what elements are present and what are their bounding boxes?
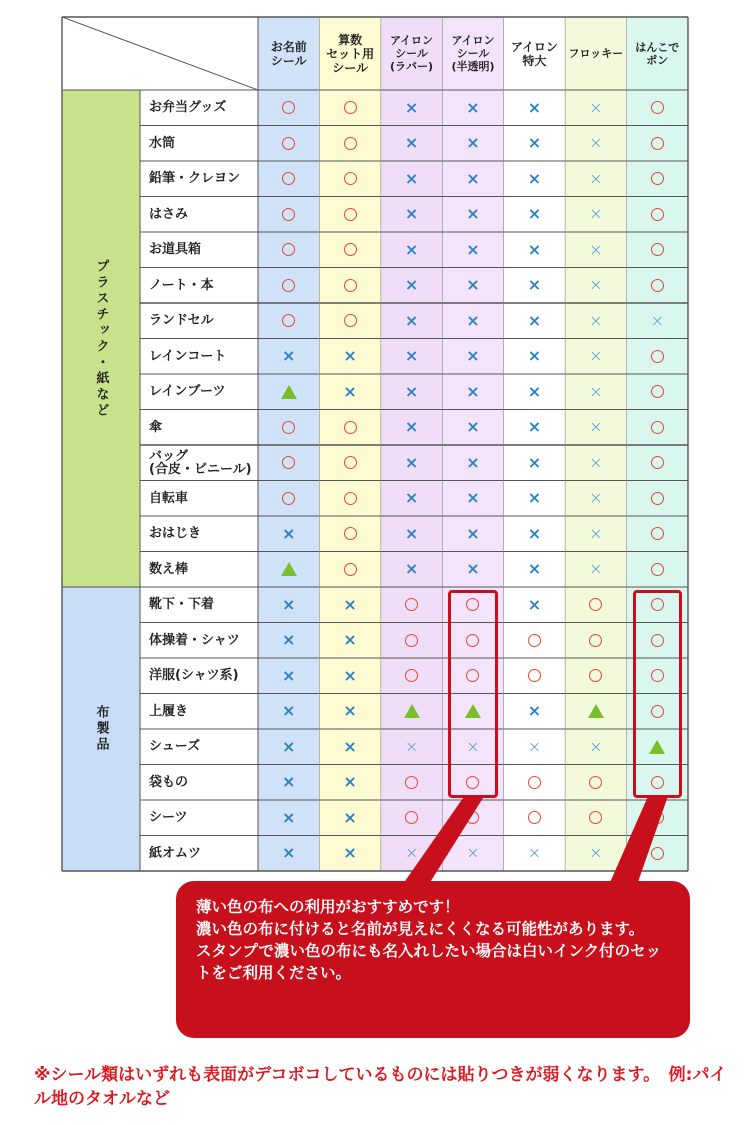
cross-mark: ×	[527, 594, 542, 614]
row-label: 水筒	[140, 126, 258, 162]
category-label: 布製品	[93, 705, 109, 753]
column-header: アイロン シール (半透明)	[451, 34, 495, 73]
cross-mark: ×	[466, 239, 480, 259]
cross-thin-mark: ×	[466, 843, 480, 863]
cross-mark: ×	[527, 275, 542, 295]
row-label: 洋服(シャツ系)	[140, 658, 258, 694]
row-label: 紙オムツ	[140, 836, 258, 872]
cross-thin-mark: ×	[589, 843, 603, 863]
cross-mark: ×	[282, 807, 296, 827]
cross-thin-mark: ×	[650, 310, 664, 330]
cross-mark: ×	[282, 772, 296, 792]
cross-mark: ×	[282, 665, 296, 685]
cross-mark: ×	[282, 701, 296, 721]
cross-mark: ×	[466, 417, 480, 437]
cross-mark: ×	[404, 133, 419, 153]
cross-mark: ×	[343, 594, 357, 614]
cross-mark: ×	[343, 736, 357, 756]
column-header: 算数 セット用 シール	[326, 32, 375, 75]
cross-mark: ×	[466, 488, 480, 508]
cross-thin-mark: ×	[589, 559, 603, 579]
column-header: アイロン 特大	[510, 39, 558, 68]
row-label: 靴下・下着	[140, 587, 258, 623]
cross-mark: ×	[404, 346, 419, 366]
cross-mark: ×	[282, 736, 296, 756]
cross-mark: ×	[466, 275, 480, 295]
cross-thin-mark: ×	[466, 736, 480, 756]
cross-thin-mark: ×	[589, 488, 603, 508]
row-label: 上履き	[140, 694, 258, 730]
cross-mark: ×	[466, 452, 480, 472]
cross-thin-mark: ×	[589, 417, 603, 437]
cross-mark: ×	[527, 204, 542, 224]
footer-text: ※シール類はいずれも表面がデコボコしているものには貼りつきが弱くなります。 例:パイル地のタオルなど	[34, 1065, 727, 1109]
row-label: シューズ	[140, 729, 258, 765]
row-label: おはじき	[140, 516, 258, 552]
cross-mark: ×	[343, 843, 357, 863]
row-label: シーツ	[140, 800, 258, 836]
cross-thin-mark: ×	[404, 736, 419, 756]
column-header: アイロン シール (ラバー)	[390, 34, 434, 73]
column-header: フロッキー	[568, 47, 624, 60]
cross-mark: ×	[527, 488, 542, 508]
cross-mark: ×	[466, 559, 480, 579]
row-label: 袋もの	[140, 765, 258, 801]
cross-mark: ×	[466, 310, 480, 330]
row-label: 自転車	[140, 481, 258, 517]
cross-mark: ×	[527, 452, 542, 472]
cross-mark: ×	[343, 381, 357, 401]
cross-mark: ×	[527, 559, 542, 579]
note-line-3: スタンプで濃い色の布にも名入れしたい場合は白いインク付のセットをご利用ください。	[196, 942, 662, 982]
cross-thin-mark: ×	[589, 452, 603, 472]
cross-mark: ×	[282, 843, 296, 863]
cross-thin-mark: ×	[589, 310, 603, 330]
cross-mark: ×	[527, 381, 542, 401]
cross-mark: ×	[404, 523, 419, 543]
cross-mark: ×	[404, 97, 419, 117]
row-label: はさみ	[140, 197, 258, 233]
cross-mark: ×	[466, 97, 480, 117]
cross-thin-mark: ×	[589, 523, 603, 543]
note-line-1: 薄い色の布への利用がおすすめです！	[196, 898, 460, 916]
footer-note	[34, 1063, 734, 1111]
row-label: お弁当グッズ	[140, 90, 258, 126]
row-label: 鉛筆・クレヨン	[140, 161, 258, 197]
cross-mark: ×	[404, 381, 419, 401]
cross-thin-mark: ×	[589, 275, 603, 295]
row-label: 傘	[140, 410, 258, 446]
column-header: お名前 シール	[270, 39, 307, 68]
note-line-2: 濃い色の布に付けると名前が見えにくくなる可能性があります。	[196, 920, 645, 938]
cross-mark: ×	[404, 452, 419, 472]
cross-mark: ×	[466, 381, 480, 401]
cross-mark: ×	[466, 133, 480, 153]
row-label: バッグ (合皮・ビニール)	[140, 445, 258, 481]
cross-mark: ×	[282, 523, 296, 543]
cross-mark: ×	[343, 772, 357, 792]
cross-mark: ×	[527, 133, 542, 153]
cross-mark: ×	[343, 807, 357, 827]
cross-mark: ×	[527, 168, 542, 188]
cross-mark: ×	[466, 204, 480, 224]
cross-thin-mark: ×	[589, 736, 603, 756]
cross-thin-mark: ×	[527, 736, 542, 756]
cross-thin-mark: ×	[589, 346, 603, 366]
cross-mark: ×	[527, 97, 542, 117]
cross-thin-mark: ×	[589, 381, 603, 401]
row-label: 体操着・シャツ	[140, 623, 258, 659]
cross-mark: ×	[343, 630, 357, 650]
cross-thin-mark: ×	[589, 97, 603, 117]
cross-mark: ×	[404, 168, 419, 188]
cross-mark: ×	[282, 346, 296, 366]
row-label: 数え棒	[140, 552, 258, 588]
cross-thin-mark: ×	[589, 168, 603, 188]
cross-mark: ×	[282, 630, 296, 650]
column-header: はんこで ポン	[635, 40, 680, 67]
cross-mark: ×	[527, 523, 542, 543]
cross-mark: ×	[282, 594, 296, 614]
row-label: お道具箱	[140, 232, 258, 268]
cross-mark: ×	[466, 168, 480, 188]
cross-thin-mark: ×	[404, 843, 419, 863]
row-label: ノート・本	[140, 268, 258, 304]
cross-mark: ×	[404, 275, 419, 295]
cross-mark: ×	[343, 346, 357, 366]
cross-mark: ×	[527, 417, 542, 437]
cross-mark: ×	[527, 701, 542, 721]
cross-mark: ×	[343, 665, 357, 685]
cross-mark: ×	[404, 417, 419, 437]
cross-thin-mark: ×	[527, 843, 542, 863]
cross-mark: ×	[404, 559, 419, 579]
category-label: プラスチック・紙など	[93, 258, 109, 419]
cross-mark: ×	[404, 204, 419, 224]
cross-thin-mark: ×	[589, 133, 603, 153]
cross-mark: ×	[527, 310, 542, 330]
cross-mark: ×	[527, 346, 542, 366]
cross-mark: ×	[404, 310, 419, 330]
cross-mark: ×	[527, 239, 542, 259]
row-label: レインブーツ	[140, 374, 258, 410]
cross-thin-mark: ×	[589, 204, 603, 224]
row-label: レインコート	[140, 339, 258, 375]
cross-mark: ×	[404, 488, 419, 508]
note-callout	[176, 881, 690, 1038]
cross-mark: ×	[343, 701, 357, 721]
cross-mark: ×	[466, 346, 480, 366]
row-label: ランドセル	[140, 303, 258, 339]
cross-thin-mark: ×	[589, 239, 603, 259]
cross-mark: ×	[404, 239, 419, 259]
cross-mark: ×	[466, 523, 480, 543]
